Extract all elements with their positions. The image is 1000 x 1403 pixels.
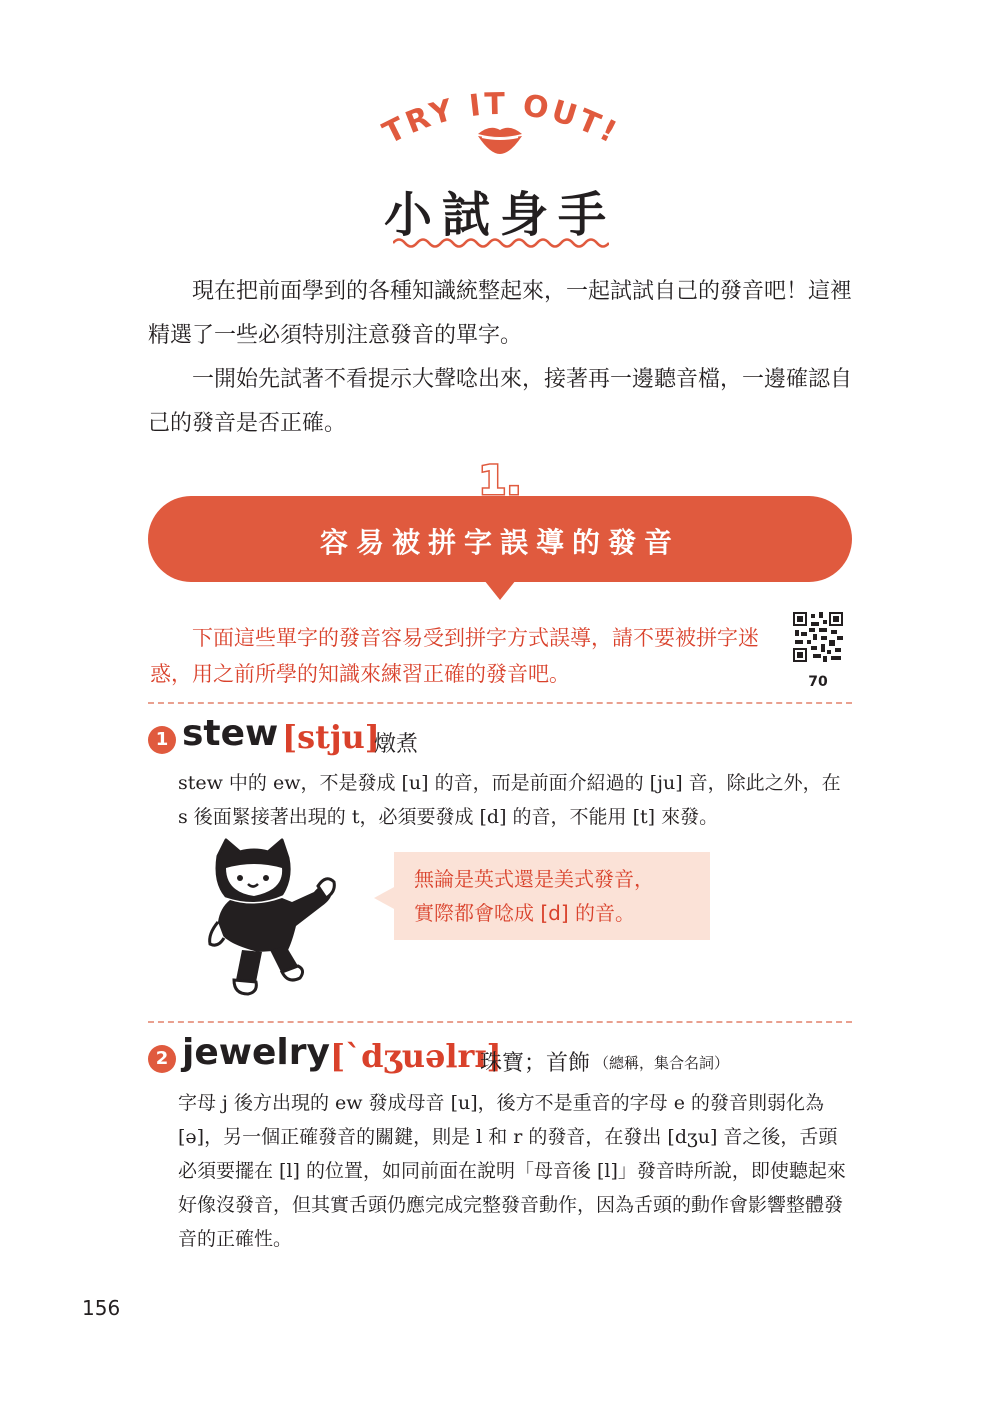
entry-ipa: [stju] [282,718,380,756]
audio-track-number: 70 [808,674,828,690]
tip-line-2: 實際都會唸成 [d] 的音。 [414,901,636,925]
qr-code-icon[interactable] [793,612,843,662]
section-description [150,620,778,692]
wavy-divider [393,236,609,250]
intro-paragraph-1: 現在把前面學到的各種知識統整起來，一起試試自己的發音吧！這裡精選了一些必須特別注意發音的單字。 [148,279,853,348]
tip-bubble-text [414,862,704,930]
entry-word: jewelry [182,1032,330,1073]
entry-explanation [178,766,854,834]
intro-paragraph-2: 一開始先試著不看提示大聲唸出來，接著再一邊聽音檔，一邊確認自己的發音是否正確。 [148,367,853,436]
entry-meaning-note: （總稱，集合名詞） [594,1054,730,1072]
page-title: 小試身手 [383,187,616,243]
entry-number-badge: 2 [148,1045,176,1073]
tip-bubble-tail [374,886,396,910]
arc-title: TRY IT OUT! [377,92,625,152]
lips-icon [478,128,522,154]
section-description-text: 下面這些單字的發音容易受到拼字方式誤導，請不要被拼字迷惑，用之前所學的知識來練習正確的發音吧。 [150,626,759,686]
entry-ipa: [ˋdʒuəlrɪ] [330,1037,502,1075]
entry-meaning: 燉煮 [374,732,419,757]
entry-explanation-text: stew 中的 ew，不是發成 [u] 的音，而是前面介紹過的 [ju] 音，除此之外，在 s 後面緊接著出現的 t，必須要發成 [d] 的音，不能用 [t] 來發。 [178,772,841,828]
dashed-divider [148,1021,852,1023]
section-number: 1. [478,458,522,504]
page-number: 156 [82,1296,121,1320]
entry-explanation-text: 字母 j 後方出現的 ew 發成母音 [u]，後方不是重音的字母 e 的發音則弱化為 [ə]，另一個正確發音的關鍵，則是 l 和 r 的發音，在發出 [dʒu] 音之後，舌頭必須要擺在 [l] 的位置，如同前面在說明「母音後 [l]」發音時所說，即使聽起來好像沒發音，但其實舌頭仍應完成完整發音動作，因為舌頭的動作會影響整體發音的正確性。 [178,1092,846,1250]
cat-mascot-icon [196,838,344,1000]
entry-word: stew [182,713,279,754]
section-banner-title: 容易被拼字誤導的發音 [319,526,680,559]
tip-line-1: 無論是英式還是美式發音， [414,867,654,891]
dashed-divider [148,702,852,704]
entry-number-badge: 1 [148,726,176,754]
entry-explanation [178,1086,854,1256]
intro-text [148,270,860,446]
entry-meaning: 珠寶；首飾 [480,1051,591,1076]
try-it-out-heading [360,92,640,172]
banner-tail [484,580,516,600]
